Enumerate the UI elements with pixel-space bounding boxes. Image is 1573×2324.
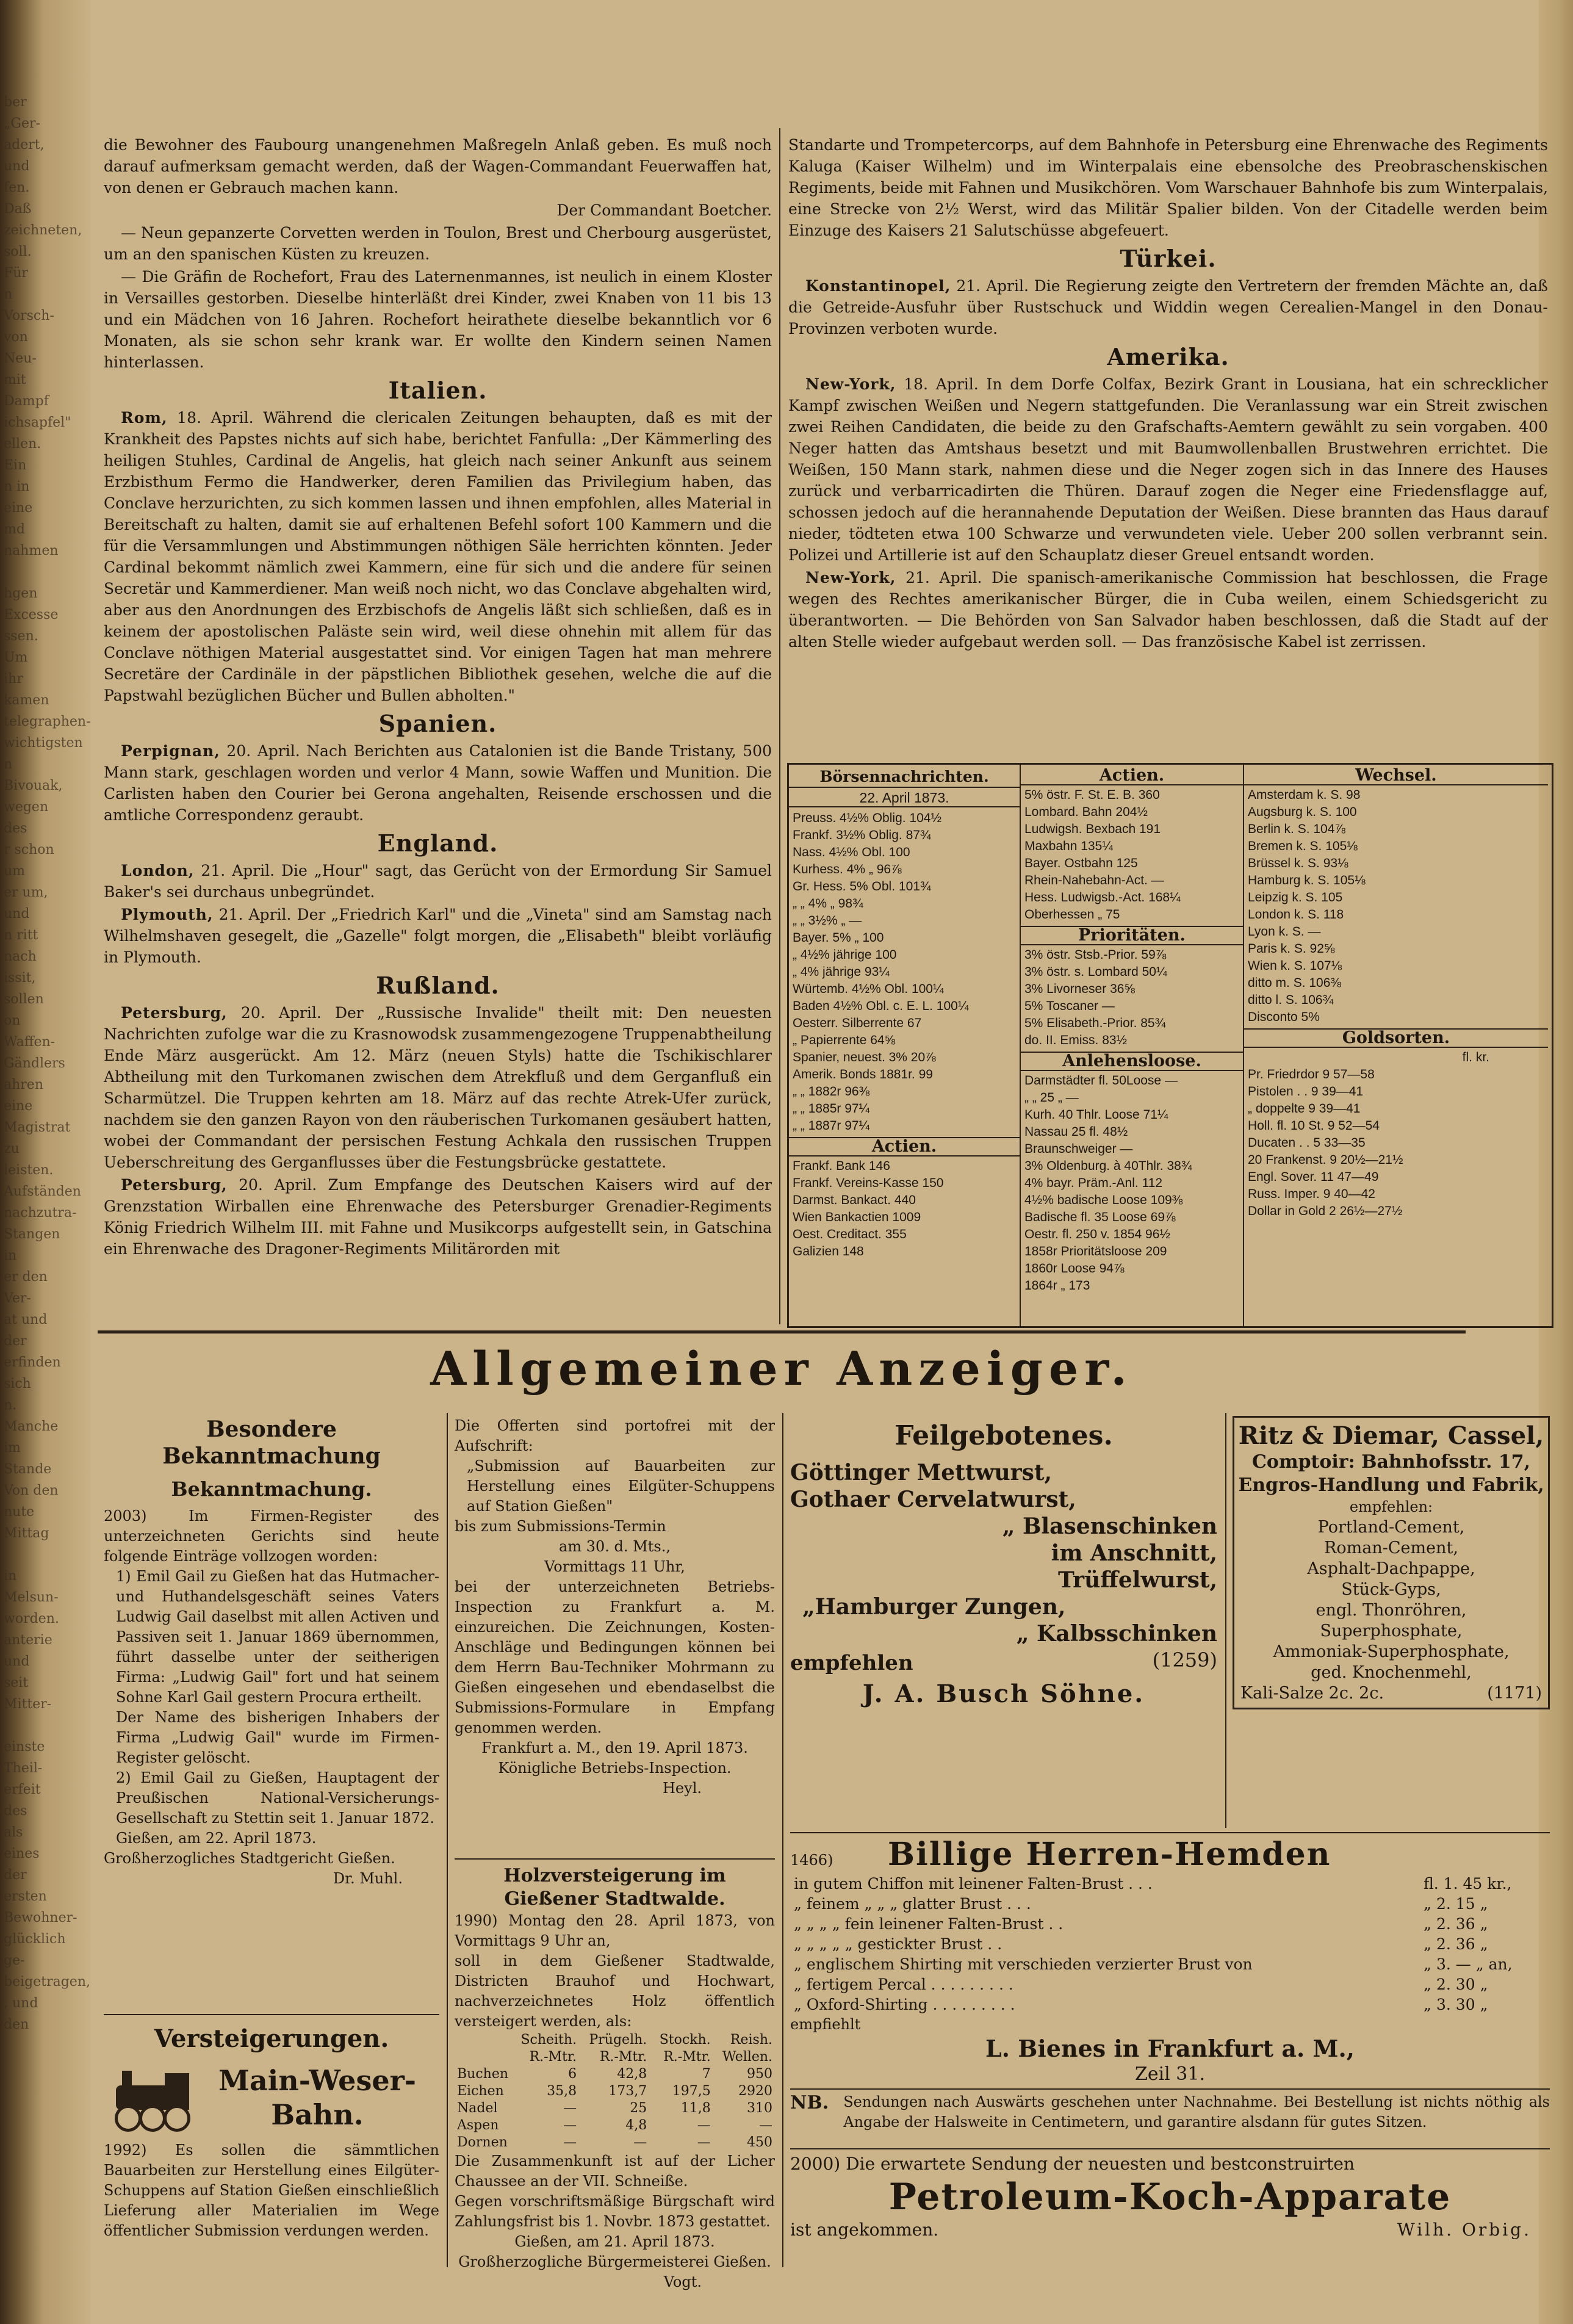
ad-number: 1466) xyxy=(790,1852,833,1869)
list-item: Rhein-Nahebahn-Act. — xyxy=(1024,873,1164,887)
list-item: Frankf. 3½% Oblig. 87¾ xyxy=(793,828,931,842)
table-row xyxy=(790,1914,1550,1934)
news-column-left xyxy=(104,134,772,1261)
ad-text: empfehlen: xyxy=(1349,1498,1433,1515)
list-item: Ammoniak-Superphosphate, xyxy=(1273,1642,1510,1661)
list-item: Kurh. 40 Thlr. Loose 71¼ xyxy=(1024,1108,1168,1122)
list-item: Disconto 5% xyxy=(1248,1010,1320,1024)
ad-name: Dr. Muhl. xyxy=(333,1870,403,1887)
dateline-city: Plymouth, xyxy=(121,906,214,923)
list-item: Braunschweiger — xyxy=(1024,1142,1133,1156)
ad-date: Frankfurt a. M., den 19. April 1873. xyxy=(481,1739,748,1756)
article-text: 21. April. Die „Hour" sagt, das Gerücht von der Ermordung Sir Samuel Baker's sei durchaus unbegründet. xyxy=(104,862,772,901)
table-cell: Dornen xyxy=(457,2135,508,2150)
dateline-city: London, xyxy=(121,862,195,879)
wood-table-header xyxy=(455,2032,775,2066)
table-cell: Buchen xyxy=(457,2066,509,2082)
ad-text: 1992) Es sollen die sämmtlichen Bauarbeiten zur Herstellung eines Eilgüter-Schuppens auf Station Gießen einschließlich Lieferung aller Materialien im Wege öffentlicher Submission verdungen werden. xyxy=(104,2142,439,2239)
table-cell: „ „ „ „ „ gestickter Brust . . xyxy=(794,1935,1002,1953)
ad-feilgebotenes xyxy=(790,1419,1217,1709)
list-item: 5% östr. F. St. E. B. 360 xyxy=(1024,788,1160,802)
list-item: Oberhessen „ 75 xyxy=(1024,908,1120,922)
list-item: „ „ 1887r 97¼ xyxy=(793,1119,870,1133)
article-paragraph: Standarte und Trompetercorps, auf dem Bahnhofe in Petersburg eine Ehrenwache des Regiments Kaluga (Kaiser Wilhelm) und im Winterpalais eine ebensolche des Preobraschenskischen Regiments, beide mit Fahnen und Musikchören. Vom Warschauer Bahnhofe bis zum Winterpalais, eine Strecke von 2½ Werst, wird das Militär Spalier bilden. Von der Citadelle werden beim Einzuge des Kaisers 21 Salutschüsse abgefeuert. xyxy=(788,136,1548,239)
column-rule xyxy=(779,128,780,1324)
article-text: 21. April. Der „Friedrich Karl" und die „Vineta" sind am Samstag nach Wilhelmshaven gesegelt, die „Gazelle" folgt morgen, die „Elisabeth" bleibt vorläufig in Plymouth. xyxy=(104,906,772,966)
list-item: Roman-Cement, xyxy=(1324,1539,1458,1557)
ad-text: am 30. d. Mts., xyxy=(559,1538,671,1555)
product-line: empfehlen xyxy=(790,1651,913,1675)
table-cell: „ 3. 30 „ xyxy=(1424,1996,1488,2013)
ad-divider xyxy=(790,2088,1550,2090)
table-cell: — xyxy=(563,2101,577,2116)
list-item: 20 Frankenst. 9 20½—21½ xyxy=(1248,1153,1403,1167)
list-item: Superphosphate, xyxy=(1320,1622,1463,1640)
list-item: 5% Elisabeth.-Prior. 85¾ xyxy=(1024,1016,1166,1030)
product-line: Göttinger Mettwurst, xyxy=(790,1460,1053,1485)
ad-holzversteigerung xyxy=(455,1864,775,2292)
article-text: 21. April. Die Regierung zeigte den Vertretern der fremden Mächte an, daß die Getreide-Ausfuhr über Rustschuck und Widdin wegen Cerealien-Mangel in den Donau-Provinzen verboten wurde. xyxy=(788,277,1548,337)
news-column-right xyxy=(788,134,1548,654)
list-item: „ 4% jährige 93¼ xyxy=(793,965,890,979)
dateline-city: Rom, xyxy=(121,409,168,427)
ad-text: ist angekommen. xyxy=(790,2220,939,2240)
product-line: im Anschnitt, xyxy=(1051,1540,1217,1566)
list-item: Gr. Hess. 5% Obl. 101¾ xyxy=(793,879,931,893)
table-cell: „ „ „ „ fein leinener Falten-Brust . . xyxy=(794,1915,1064,1933)
table-cell: „ Oxford-Shirting . . . . . . . . . xyxy=(794,1996,1015,2013)
list-item: Würtemb. 4½% Obl. 100¼ xyxy=(793,982,944,996)
table-cell: „ fertigem Percal . . . . . . . . . xyxy=(794,1976,1013,1993)
bond-list xyxy=(793,810,1016,1135)
article-text: 18. April. Während die clericalen Zeitungen behaupten, daß es mit der Krankheit des Papstes nichts auf sich habe, berichtet Fanfulla: „Der Kämmerling des heiligen Stuhles, Cardinal de Angelis, hat gleich nach seiner Ankunft aus seinem Erzbisthum Fermo die Handwerker, deren Familien das Privilegium haben, das Conclave herzurichten, zu sich kommen lassen und ihnen empfohlen, alles Material in Bereitschaft zu halten, damit sie auf erhaltenen Befehl sofort 100 Kammern und die für die Versammlungen und Abstimmungen nöthigen Säle herrichten könnten. Jeder Cardinal bekommt nämlich zwei Kammern, eine für sich und die andere für seinen Secretär und Kammerdiener. Man weiß noch nicht, wo das Conclave abgehalten wird, aber aus den Anordnungen des Erzbischofs de Angelis läßt sich schließen, daß es in keinem der apostolischen Paläste sein wird, weil diese ohnehin mit allem für das Conclave nöthigen Material ausgestattet sind. Vor einigen Tagen hat man mehrere Secretäre der Cardinäle in der päpstlichen Bibliothek gesehen, welche die auf die Papstwahl bezüglichen Bücher und Bullen abholten." xyxy=(104,409,772,704)
list-item: Preuss. 4½% Oblig. 104½ xyxy=(793,811,941,825)
table-cell: Nadel xyxy=(457,2101,498,2116)
table-cell: 4,8 xyxy=(625,2118,647,2133)
dateline-city: New-York, xyxy=(805,569,896,586)
column-rule xyxy=(1225,1413,1226,1828)
table-cell: 35,8 xyxy=(547,2084,577,2099)
table-cell: Eichen xyxy=(457,2084,504,2099)
list-item: engl. Thonröhren, xyxy=(1316,1601,1467,1620)
ad-versteigerungen xyxy=(104,2023,439,2241)
table-row xyxy=(790,1934,1550,1954)
list-item: 3% östr. Stsb.-Prior. 59⅞ xyxy=(1024,948,1167,962)
ad-divider xyxy=(790,1832,1550,1833)
article-paragraph: — Die Gräfin de Rochefort, Frau des Laternenmannes, ist neulich in einem Kloster in Versailles gestorben. Dieselbe hinterläßt drei Kinder, zwei Knaben von 11 bis 13 und ein Mädchen von 16 Jahren. Rochefort heirathete dieselbe bekanntlich vor 6 Monaten, als sie schon sehr krank war. Er wollte den Kindern seinen Namen hinterlassen. xyxy=(104,268,772,371)
newspaper-page xyxy=(98,116,1550,2290)
list-item: Leipzig k. S. 105 xyxy=(1248,890,1343,904)
gold-list xyxy=(1248,1066,1544,1220)
table-row xyxy=(455,2134,775,2151)
table-cell: „ 2. 30 „ xyxy=(1424,1976,1488,1993)
actien-list-lower xyxy=(793,1158,1016,1260)
list-item: 4% bayr. Präm.-Anl. 112 xyxy=(1024,1176,1163,1190)
section-heading-amerika: Amerika. xyxy=(1107,343,1229,370)
table-row xyxy=(790,1954,1550,1974)
ad-heading: Petroleum-Koch-Apparate xyxy=(888,2176,1452,2218)
ad-text: Gegen vorschriftsmäßige Bürgschaft wird Zahlungsfrist bis 1. Novbr. 1873 gestattet. xyxy=(455,2193,775,2230)
ad-text: empfiehlt xyxy=(790,2016,861,2033)
list-item: Oestr. fl. 250 v. 1854 96½ xyxy=(1024,1227,1170,1241)
table-cell: „ 2. 15 „ xyxy=(1424,1895,1488,1913)
table-cell: „ 2. 36 „ xyxy=(1424,1935,1488,1953)
ad-firm: Ritz & Diemar, Cassel, xyxy=(1238,1421,1544,1450)
wood-table xyxy=(455,2032,775,2151)
table-cell: „ englischem Shirting mit verschieden verzierter Brust von xyxy=(794,1955,1253,1973)
nb-label: NB. xyxy=(790,2092,829,2113)
ad-petroleum xyxy=(790,2153,1550,2241)
list-item: 3% östr. s. Lombard 50¼ xyxy=(1024,965,1167,979)
list-item: „ „ 1885r 97¼ xyxy=(793,1102,870,1116)
ad-subheading: Bekanntmachung. xyxy=(171,1478,372,1501)
product-line: „ Blasenschinken xyxy=(1002,1514,1217,1539)
ad-text: „Submission auf Bauarbeiten zur Herstellung eines Eilgüter-Schuppens auf Station Gießen" xyxy=(467,1457,775,1515)
list-item: „ 4½% jährige 100 xyxy=(793,948,897,962)
ad-text: soll in dem Gießener Stadtwalde, Districten Brauhof und Hochwart, nachverzeichnetes Holz öffentlich versteigert werden, als: xyxy=(455,1952,775,2030)
market-heading-prior: Prioritäten. xyxy=(1021,926,1243,945)
ad-text: 2) Emil Gail zu Gießen, Hauptagent der Preußischen National-Versicherungs-Gesellschaft zu Stettin seit 1. Januar 1872. xyxy=(116,1769,439,1827)
ad-text: Sendungen nach Auswärts geschehen unter Nachnahme. Bei Bestellung ist nichts nöthig als Angabe der Halsweite in Centimetern, und garantire alsdann für gutes Sitzen. xyxy=(843,2093,1550,2131)
table-cell: Aspen xyxy=(457,2118,499,2133)
table-row xyxy=(455,2100,775,2117)
list-item: Berlin k. S. 104⅞ xyxy=(1248,822,1345,836)
market-date: 22. April 1873. xyxy=(789,789,1020,807)
list-item: „ „ 25 „ — xyxy=(1024,1091,1079,1105)
column-rule xyxy=(447,1413,448,2267)
list-item: Spanier, neuest. 3% 20⅞ xyxy=(793,1050,936,1064)
table-cell: „ 2. 36 „ xyxy=(1424,1915,1488,1933)
list-item: 5% Toscaner — xyxy=(1024,999,1115,1013)
list-item: Maxbahn 135¼ xyxy=(1024,839,1113,853)
ad-offerten xyxy=(455,1416,775,1799)
product-line: Gothaer Cervelatwurst, xyxy=(790,1487,1076,1512)
section-heading-england: England. xyxy=(377,829,499,857)
adjacent-page-fragments: ber „Ger- adert, und fen. Daß zeichneten, soll. Für n Vorsch- von Neu- mit Dampf ichsapfel" ellen. Ein n in eine md nahmen hgen Excesse ssen. Um ihr kamen telegraphen- wichtigsten n Bivouak, wegen des r schon um er um, und n ritt nach issit, sollen on Waffen- Gändlers ahren eine Magistrat zu leisten. Aufständen nachzutra- Stangen in er den Ver- at und der erfinden sich n. Manche im Stande Von den nute Mittag in Melsun- worden. anterie und seit Mitter- einste Theil- erfeit des als eines der ersten Bewohner- glücklich ge- beigetragen, , und den xyxy=(4,95,91,2032)
table-cell: 7 xyxy=(702,2066,711,2082)
market-title: Börsennachrichten. xyxy=(789,767,1020,788)
list-item: Bayer. Ostbahn 125 xyxy=(1024,856,1138,870)
list-item: Lyon k. S. — xyxy=(1248,925,1321,939)
ad-number: (1259) xyxy=(1152,1648,1217,1672)
list-item: „ „ 1882r 96⅜ xyxy=(793,1084,870,1099)
table-row xyxy=(455,2083,775,2100)
article-text: 20. April. Nach Berichten aus Catalonien ist die Bande Tristany, 500 Mann stark, geschlagen worden und verlor 4 Mann, sowie Waffen und Munition. Die Carlisten haben den Courier bei Gerona angehalten, Reisende erschossen und die amtliche Correspondenz geraubt. xyxy=(104,742,772,824)
list-item: Asphalt-Dachpappe, xyxy=(1307,1559,1475,1578)
list-item: ditto m. S. 106⅜ xyxy=(1248,976,1341,990)
shirt-price-rows xyxy=(790,1874,1550,2015)
list-item: Badische fl. 35 Loose 69⅞ xyxy=(1024,1210,1176,1224)
ad-divider xyxy=(104,2014,439,2015)
ad-text: Vormittags 11 Uhr, xyxy=(544,1558,685,1575)
section-divider xyxy=(98,1330,1466,1333)
list-item: Augsburg k. S. 100 xyxy=(1248,805,1357,819)
table-cell: 197,5 xyxy=(672,2084,711,2099)
list-item: Portland-Cement, xyxy=(1317,1518,1465,1537)
list-item: „ doppelte 9 39—41 xyxy=(1248,1102,1361,1116)
list-item: „ „ 4% „ 98¾ xyxy=(793,897,863,911)
list-item: Nass. 4½% Obl. 100 xyxy=(793,845,910,859)
wood-col-header xyxy=(455,2032,511,2066)
railway-name: Main-Weser-Bahn. xyxy=(218,2064,416,2131)
anzeiger-title: Allgemeiner Anzeiger. xyxy=(430,1341,1133,1396)
ad-text: Die Offerten sind portofrei mit der Aufschrift: xyxy=(455,1417,775,1454)
ad-text: 2000) Die erwartete Sendung der neuesten und bestconstruirten xyxy=(790,2154,1355,2174)
table-cell: 6 xyxy=(568,2066,577,2082)
ad-text: 2003) Im Firmen-Register des unterzeichneten Gerichts sind heute folgende Einträge vollzogen worden: xyxy=(104,1507,439,1565)
list-item: Paris k. S. 92⅝ xyxy=(1248,942,1335,956)
list-item: London k. S. 118 xyxy=(1248,908,1344,922)
dateline-city: Petersburg, xyxy=(121,1176,228,1194)
ad-heading: Billige Herren-Hemden xyxy=(888,1836,1331,1873)
loose-list xyxy=(1024,1072,1239,1294)
table-cell: — xyxy=(759,2118,772,2133)
article-paragraph: — Neun gepanzerte Corvetten werden in Toulon, Brest und Cherbourg ausgerüstet, um an den spanischen Küsten zu kreuzen. xyxy=(104,224,772,263)
article-signature: Der Commandant Boetcher. xyxy=(556,201,772,219)
list-item: Russ. Imper. 9 40—42 xyxy=(1248,1187,1375,1201)
prior-list xyxy=(1024,947,1239,1049)
list-item: Amsterdam k. S. 98 xyxy=(1248,788,1361,802)
dateline-city: New-York, xyxy=(805,375,896,393)
ad-herren-hemden xyxy=(790,1836,1550,2132)
table-cell: 2920 xyxy=(738,2084,772,2099)
wood-col-header: Reish. Wellen. xyxy=(722,2032,772,2065)
ad-number: (1171) xyxy=(1487,1684,1542,1703)
ad-ritz-diemar xyxy=(1233,1416,1550,1709)
market-column-wechsel xyxy=(1244,765,1548,1326)
table-row xyxy=(455,2117,775,2134)
wood-col-header: Scheith. R.-Mtr. xyxy=(520,2032,577,2065)
list-item: 4½% badische Loose 109⅜ xyxy=(1024,1193,1183,1207)
locomotive-icon xyxy=(104,2067,195,2128)
table-cell: fl. 1. 45 kr., xyxy=(1424,1875,1512,1893)
list-item: Brüssel k. S. 93⅛ xyxy=(1248,856,1348,870)
list-item: Bayer. 5% „ 100 xyxy=(793,931,884,945)
list-item: do. II. Emiss. 83½ xyxy=(1024,1033,1128,1047)
ad-signature: Königliche Betriebs-Inspection. xyxy=(498,1759,732,1777)
market-heading-actien-lower: Actien. xyxy=(789,1137,1020,1157)
product-line: „ Kalbsschinken xyxy=(1016,1621,1217,1647)
ad-date: Gießen, am 21. April 1873. xyxy=(514,2233,715,2250)
list-item: Wien k. S. 107⅛ xyxy=(1248,959,1342,973)
list-item: Oesterr. Silberrente 67 xyxy=(793,1016,922,1030)
list-item: Nassau 25 fl. 48½ xyxy=(1024,1125,1128,1139)
table-cell: — xyxy=(563,2118,577,2133)
list-item: 1864r „ 173 xyxy=(1024,1279,1090,1293)
shirt-price-table xyxy=(790,1874,1550,2015)
ad-text: Comptoir: Bahnhofsstr. 17, xyxy=(1251,1451,1531,1473)
table-cell: 25 xyxy=(630,2101,647,2116)
ad-bekanntmachung xyxy=(104,1416,439,1889)
list-item: Frankf. Bank 146 xyxy=(793,1159,890,1173)
market-heading-actien: Actien. xyxy=(1021,767,1243,785)
list-item: 1860r Loose 94⅞ xyxy=(1024,1261,1125,1276)
ad-text: Die Zusammenkunft ist auf der Licher Chaussee an der VII. Schneiße. xyxy=(455,2153,775,2190)
list-item: Amerik. Bonds 1881r. 99 xyxy=(793,1067,933,1081)
market-heading-wechsel: Wechsel. xyxy=(1244,767,1548,785)
market-heading-gold: Goldsorten. xyxy=(1244,1028,1548,1048)
list-item: Bremen k. S. 105⅛ xyxy=(1248,839,1358,853)
list-item: Galizien 148 xyxy=(793,1244,864,1258)
list-item: Ducaten . . 5 33—35 xyxy=(1248,1136,1366,1150)
market-column-actien xyxy=(1021,765,1244,1326)
gold-units: fl. kr. xyxy=(1462,1050,1489,1064)
article-text: 20. April. Zum Empfange des Deutschen Kaisers wird auf der Grenzstation Wirballen eine Ehrenwache des Petersburger Grenadier-Regiments König Friedrich Wilhelm III. mit Fahne und Musikcorps aufgestellt sein, in Gatschina ein Ehrenwache des Dragoner-Regiments Militärorden mit xyxy=(104,1176,772,1258)
stock-market-box xyxy=(787,763,1553,1328)
ad-address: Zeil 31. xyxy=(1134,2063,1206,2085)
ad-text: 1) Emil Gail zu Gießen hat das Hutmacher- und Huthandelsgeschäft seines Vaters Ludwig Gail daselbst mit allen Activen und Passiven seit 1. Januar 1869 übernommen, führt dasselbe unter der seitherigen Firma: „Ludwig Gail" fort und hat seinem Sohne Karl Gail gestern Procura ertheilt. xyxy=(116,1568,439,1706)
section-heading-russland: Rußland. xyxy=(376,972,500,999)
ad-heading: Besondere Bekanntmachung xyxy=(162,1416,381,1469)
column-rule xyxy=(782,1413,783,2267)
article-text: 21. April. Die spanisch-amerikanische Commission hat beschlossen, die Frage wegen des Rechtes amerikanischer Bürger, die in Cuba weilen, einem Schiedsgericht zu überantworten. — Die Behörden von San Salvador haben beschlossen, daß die Stadt auf der alten Stelle wieder aufgebaut werden soll. — Das französische Kabel ist zerrissen. xyxy=(788,569,1548,651)
wood-col-header: Stockh. R.-Mtr. xyxy=(659,2032,711,2065)
ad-firm: Wilh. Orbig. xyxy=(1397,2220,1532,2240)
dateline-city: Perpignan, xyxy=(121,742,220,760)
ad-text: Engros-Handlung und Fabrik, xyxy=(1238,1474,1544,1496)
ad-divider xyxy=(790,2148,1550,2149)
list-item: Lombard. Bahn 204½ xyxy=(1024,805,1148,819)
list-item: Pistolen . . 9 39—41 xyxy=(1248,1084,1364,1099)
ad-text: bei der unterzeichneten Betriebs-Inspection zu Frankfurt a. M. einzureichen. Die Zeichnungen, Kosten-Anschläge und Bedingungen können bei dem Herrn Bau-Techniker Mohrmann zu Gießen eingesehen und ebendaselbst die Submissions-Formulare in Empfang genommen werden. xyxy=(455,1578,775,1736)
product-line: Trüffelwurst, xyxy=(1058,1567,1217,1593)
list-item: „ Papierrente 64⅝ xyxy=(793,1033,896,1047)
dateline-city: Petersburg, xyxy=(121,1004,228,1022)
table-cell: 42,8 xyxy=(617,2066,647,2082)
wechsel-list xyxy=(1248,787,1544,1026)
list-item: 3% Livorneser 36⅝ xyxy=(1024,982,1135,996)
list-item: Hamburg k. S. 105⅛ xyxy=(1248,873,1366,887)
product-line: „Hamburger Zungen, xyxy=(802,1594,1066,1620)
list-item: Hess. Ludwigsb.-Act. 168¼ xyxy=(1024,890,1181,904)
table-row xyxy=(790,1994,1550,2015)
list-item: Darmst. Bankact. 440 xyxy=(793,1193,916,1207)
table-cell: in gutem Chiffon mit leinener Falten-Brust . . . xyxy=(794,1875,1153,1893)
ad-text: Der Name des bisherigen Inhabers der Firma „Ludwig Gail" wurde im Firmen-Register gelöscht. xyxy=(116,1709,439,1766)
table-cell: 950 xyxy=(747,2066,772,2082)
table-cell: 11,8 xyxy=(680,2101,711,2116)
ad-signature: Großherzogliche Bürgermeisterei Gießen. xyxy=(458,2253,771,2270)
list-item: Stück-Gyps, xyxy=(1341,1580,1441,1599)
ad-firm: J. A. Busch Söhne. xyxy=(862,1680,1145,1708)
ad-text: bis zum Submissions-Termin xyxy=(455,1518,666,1535)
ad-name: Vogt. xyxy=(663,2273,702,2290)
ad-name: Heyl. xyxy=(663,1780,702,1797)
ad-divider xyxy=(455,1858,775,1860)
list-item: Ludwigsh. Bexbach 191 xyxy=(1024,822,1161,836)
section-heading-spanien: Spanien. xyxy=(378,710,497,737)
ad-signature: Großherzogliches Stadtgericht Gießen. xyxy=(104,1850,395,1867)
wood-col-header: Prügelh. R.-Mtr. xyxy=(589,2032,647,2065)
list-item: Kurhess. 4% „ 96⅞ xyxy=(793,862,902,876)
product-list xyxy=(1237,1517,1546,1683)
dateline-city: Konstantinopel, xyxy=(805,277,951,295)
table-cell: — xyxy=(563,2135,577,2150)
table-row xyxy=(790,1874,1550,1894)
table-cell: — xyxy=(633,2135,647,2150)
table-cell: — xyxy=(697,2118,711,2133)
list-item: Baden 4½% Obl. c. E. L. 100¼ xyxy=(793,999,969,1013)
list-item: Engl. Sover. 11 47—49 xyxy=(1248,1170,1379,1184)
table-cell: 450 xyxy=(747,2135,772,2150)
table-cell: „ feinem „ „ „ glatter Brust . . . xyxy=(794,1895,1031,1913)
list-item: Frankf. Vereins-Kasse 150 xyxy=(793,1176,944,1190)
table-cell: 310 xyxy=(747,2101,772,2116)
article-text: 18. April. In dem Dorfe Colfax, Bezirk Grant in Lousiana, hat ein schrecklicher Kampf zwischen Weißen und Negern stattgefunden. Die Veranlassung war ein Streit zwischen zwei Reihen Candidaten, die beide zu den Grafschafts-Aemtern gewählt zu sein vorgaben. 400 Neger hatten das Amtshaus besetzt und mit Baumwollenballen Brustwehren errichtet. Die Weißen, 150 Mann stark, nahmen diese und die Neger zogen sich in das Innere des Hauses zurück und verbarricadirten die Thüren. Darauf zogen die Neger eine Friedensflagge auf, schossen jedoch auf die herannahende Deputation der Weißen. Diese brannten das Haus darauf nieder, tödteten etwa 100 Schwarze und verwundeten viele. Ueber 200 sollen verbrannt sein. Polizei und Artillerie ist auf den Schauplatz dieser Greuel entsandt worden. xyxy=(788,375,1548,564)
ad-text: 1990) Montag den 28. April 1873, von Vormittags 9 Uhr an, xyxy=(455,1912,775,1949)
section-heading-italien: Italien. xyxy=(388,377,488,404)
ad-heading: Holzversteigerung im Gießener Stadtwalde. xyxy=(503,1865,726,1910)
list-item: 1858r Prioritätsloose 209 xyxy=(1024,1244,1167,1258)
table-row xyxy=(790,1974,1550,1994)
wood-table-body xyxy=(455,2066,775,2151)
table-row xyxy=(790,1894,1550,1914)
market-column-bonds xyxy=(789,765,1021,1326)
ad-heading: Versteigerungen. xyxy=(154,2024,389,2053)
list-item: ditto l. S. 106¾ xyxy=(1248,993,1334,1007)
market-heading-loose: Anlehensloose. xyxy=(1021,1052,1243,1071)
table-cell: „ 3. — „ an, xyxy=(1424,1955,1513,1973)
list-item: „ „ 3½% „ — xyxy=(793,914,862,928)
list-item: Darmstädter fl. 50Loose — xyxy=(1024,1074,1178,1088)
list-item: ged. Knochenmehl, xyxy=(1311,1663,1472,1682)
article-paragraph: die Bewohner des Faubourg unangenehmen Maßregeln Anlaß geben. Es muß noch darauf aufmerksam gemacht werden, daß der Wagen-Commandant Feuerwaffen hat, von denen er Gebrauch machen kann. xyxy=(104,136,772,197)
list-item: Pr. Friedrdor 9 57—58 xyxy=(1248,1067,1375,1081)
table-cell: 173,7 xyxy=(608,2084,647,2099)
ad-firm: L. Bienes in Frankfurt a. M., xyxy=(985,2035,1355,2062)
list-item: Wien Bankactien 1009 xyxy=(793,1210,921,1224)
list-item: Oest. Creditact. 355 xyxy=(793,1227,907,1241)
ad-text: Kali-Salze 2c. 2c. xyxy=(1240,1684,1384,1703)
list-item: Dollar in Gold 2 26½—27½ xyxy=(1248,1204,1403,1218)
section-heading-tuerkei: Türkei. xyxy=(1120,245,1217,272)
ad-date: Gießen, am 22. April 1873. xyxy=(116,1830,317,1847)
ad-heading: Feilgebotenes. xyxy=(894,1420,1113,1451)
table-row xyxy=(455,2066,775,2083)
list-item: Holl. fl. 10 St. 9 52—54 xyxy=(1248,1119,1380,1133)
list-item: 3% Oldenburg. à 40Thlr. 38¾ xyxy=(1024,1159,1192,1173)
actien-list xyxy=(1024,787,1239,923)
table-cell: — xyxy=(697,2135,711,2150)
article-text: 20. April. Der „Russische Invalide" theilt mit: Den neuesten Nachrichten zufolge war die zu Krasnowodsk zusammengezogene Truppenabtheilung Ende März ausgerückt. Am 12. März (neuen Styls) hatte die Tschikischlarer Abtheilung mit den Turkomanen zwischen dem Atrekfluß und dem Gerganfluß ein Scharmützel. Die Truppen kehrten am 18. März auf das rechte Atrek-Ufer zurück, nachdem sie den ganzen Rayon von den räuberischen Turkomanen gesäubert hatten, wobei der Commandant der persischen Festung Achkala den russischen Truppen Ueberschreitung des Gerganflusses über die Festungsbrücke gestattete. xyxy=(104,1004,772,1171)
